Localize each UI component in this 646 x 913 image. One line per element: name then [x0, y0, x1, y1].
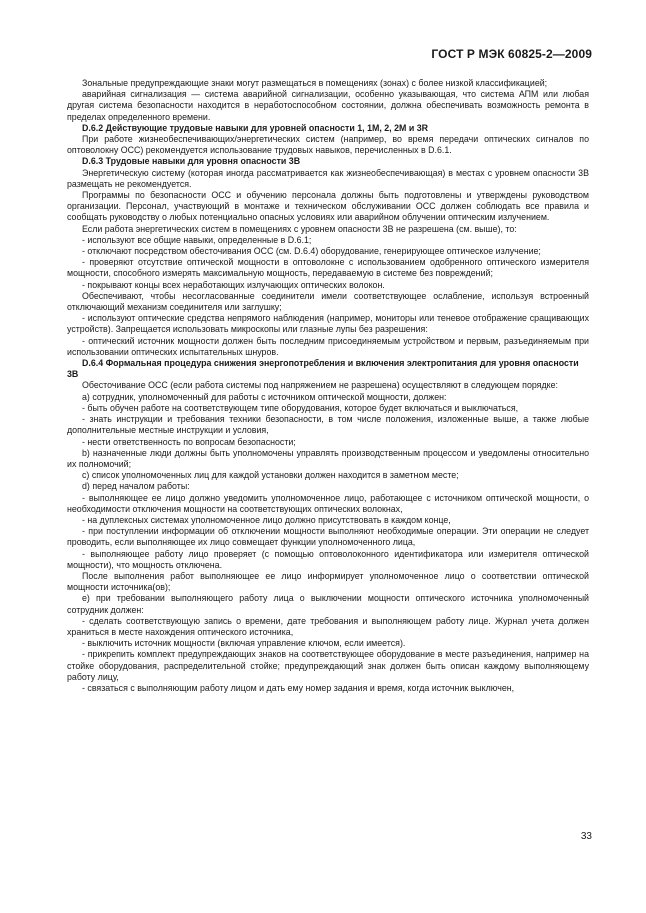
paragraph: При работе жизнеобеспечивающих/энергетических систем (например, во время передачи оптических сигналов по оптоволокну ОСС) рекомендуется использование трудовых навыков, перечисленных в D.6.1.	[67, 134, 589, 156]
document-body	[67, 78, 589, 694]
paragraph: Энергетическую систему (которая иногда рассматривается как жизнеобеспечивающая) в местах с уровнем опасности 3В размещать не рекомендуется.	[67, 167, 589, 189]
paragraph: - выключить источник мощности (включая управление ключом, если имеется).	[82, 638, 406, 649]
section-heading: D.6.3 Трудовые навыки для уровня опасности 3В	[82, 156, 301, 167]
paragraph: d) перед началом работы:	[82, 481, 190, 492]
paragraph: - сделать соответствующую запись о времени, дате требования и выполняющем работу лице. Журнал учета должен храниться в месте нахождения оптического источника,	[67, 615, 589, 637]
paragraph: а) сотрудник, уполномоченный для работы с источником оптической мощности, должен:	[82, 391, 447, 402]
paragraph: Зональные предупреждающие знаки могут размещаться в помещениях (зонах) с более низкой классификацией;	[82, 78, 548, 88]
paragraph: После выполнения работ выполняющее ее лицо информирует уполномоченное лицо о соответствии оптической мощности источника(ов);	[67, 570, 589, 593]
paragraph: - выполняющее работу лицо проверяет (с помощью оптоволоконного идентификатора или измерителя оптической мощности), что мощность отключена.	[67, 548, 589, 570]
paragraph: - на дуплексных системах уполномоченное лицо должно присутствовать в каждом конце,	[82, 514, 451, 525]
paragraph: Обесточивание ОСС (если работа системы под напряжением не разрешена) осуществляют в следующем порядке:	[82, 380, 558, 391]
paragraph: - оптический источник мощности должен быть последним присоединяемым устройством и первым, разъединяемым при использовании оптических испытательных шнуров.	[67, 335, 589, 357]
document-header: ГОСТ Р МЭК 60825-2—2009	[431, 47, 592, 61]
paragraph: - нести ответственность по вопросам безопасности;	[82, 436, 296, 447]
paragraph: - связаться с выполняющим работу лицом и дать ему номер задания и время, когда источник выключен,	[82, 682, 515, 693]
paragraph: - используют оптические средства непрямого наблюдения (например, мониторы или теневое отображение сращивающих устройств). Запрещается использовать микроскопы или глазные лупы без разрешения:	[67, 313, 589, 335]
paragraph: аварийная сигнализация — система аварийной сигнализации, особенно указывающая, что система АПМ или любая другая система безопасности находится в неработоспособном состоянии, должна обеспечивать возможность ремонта в пределах определенного времени.	[67, 89, 589, 122]
paragraph: e) при требовании выполняющего работу лица о выключении мощности оптического источника уполномоченный сотрудник должен:	[67, 593, 589, 615]
paragraph: - прикрепить комплект предупреждающих знаков на соответствующее оборудование в месте разъединения, например на стойке оборудования, распределительной стойке; предупреждающий знак должен быть описан каждому выполняющему работу лицу,	[67, 649, 589, 682]
section-heading: D.6.4 Формальная процедура снижения энергопотребления и включения электропитания для уровня опасности 3В	[67, 358, 579, 380]
page-number: 33	[580, 831, 592, 842]
paragraph: - проверяют отсутствие оптической мощности в оптоволокне с использованием одобренного оптического измерителя мощности, способного измерять максимальную мощность, передаваемую в системе без повреждений;	[67, 257, 589, 279]
section-heading: D.6.2 Действующие трудовые навыки для уровней опасности 1, 1М, 2, 2М и 3R	[82, 122, 429, 133]
paragraph: - используют все общие навыки, определенные в D.6.1;	[82, 234, 312, 245]
paragraph: b) назначенные люди должны быть уполномочены управлять производственным процессом и уведомлены относительно их полномочий;	[67, 447, 589, 469]
paragraph: - знать инструкции и требования техники безопасности, в том числе положения, изложенные выше, а также любые дополнительные местные инструкции и условия,	[67, 414, 589, 436]
paragraph: - отключают посредством обесточивания ОСС (см. D.6.4) оборудование, генерирующее оптическое излучение;	[82, 246, 541, 257]
paragraph: Обеспечивают, чтобы несогласованные соединители имели соответствующее ослабление, используя встроенный отключающий механизм соединителя или заглушку;	[67, 290, 589, 313]
paragraph: - быть обучен работе на соответствующем типе оборудования, которое будет включаться и выключаться,	[82, 402, 519, 413]
paragraph: - покрывают концы всех неработающих излучающих оптических волокон.	[82, 279, 385, 290]
paragraph: Программы по безопасности ОСС и обучению персонала должны быть подготовлены и утверждены руководством организации. Персонал, участвующий в монтаже и техническом обслуживании ОСС должен соблюдать все правила и сообщать руководству о любых потенциально опасных условиях или аварийном облучении оптическим излучением.	[67, 190, 589, 223]
paragraph: Если работа энергетических систем в помещениях с уровнем опасности 3В не разрешена (см. выше), то:	[82, 223, 517, 234]
paragraph: c) список уполномоченных лиц для каждой установки должен находится в заметном месте;	[82, 470, 459, 481]
paragraph: - выполняющее ее лицо должно уведомить уполномоченное лицо, работающее с источником оптической мощности, о необходимости отключения мощности на соответствующих оптических волокнах,	[67, 492, 589, 514]
paragraph: - при поступлении информации об отключении мощности выполняют необходимые операции. Эти операции не следует проводить, если выполняющее их лицо совмещает функции уполномоченного лица,	[67, 526, 589, 548]
